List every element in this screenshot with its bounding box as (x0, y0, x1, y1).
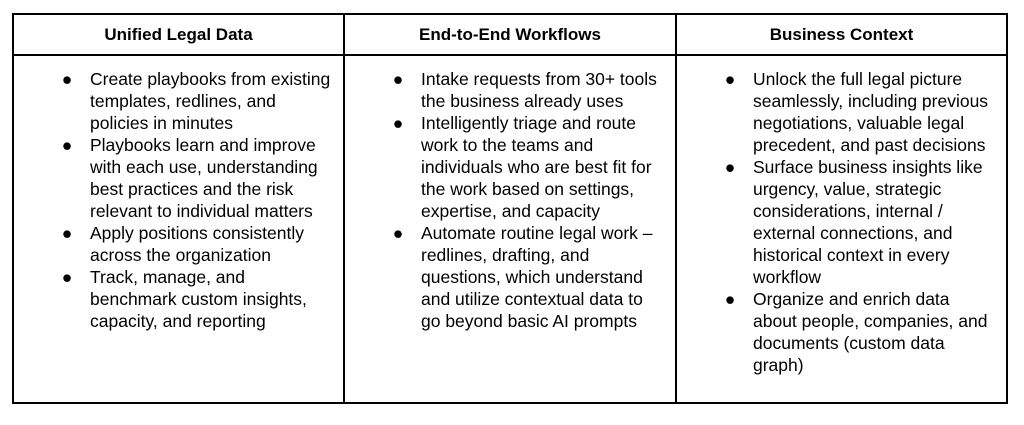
list-item (345, 222, 675, 332)
list-item (677, 156, 1006, 288)
list-item (14, 68, 343, 134)
bullet-icon: ● (392, 113, 404, 133)
list-item-text: Surface business insights like urgency, value, strategic considerations, internal / external connections, and historical context in every workflow (753, 157, 983, 287)
list-item-text: Automate routine legal work – redlines, drafting, and questions, which understand and utilize contextual data to go beyond basic AI prompts (421, 223, 653, 331)
list-item-text: Intelligently triage and route work to the teams and individuals who are best fit for the work based on settings, expertise, and capacity (421, 113, 652, 221)
list-item-text: Create playbooks from existing templates, redlines, and policies in minutes (90, 69, 331, 133)
list-item (14, 134, 343, 222)
column-unified-legal-data (14, 56, 345, 402)
list-item (345, 112, 675, 222)
bullet-list (14, 68, 343, 332)
list-item (14, 266, 343, 332)
column-business-context (677, 56, 1006, 402)
header-unified-legal-data: Unified Legal Data (14, 15, 345, 54)
bullet-icon: ● (724, 157, 736, 177)
list-item-text: Organize and enrich data about people, companies, and documents (custom data graph) (753, 289, 988, 375)
list-item-text: Unlock the full legal picture seamlessly, including previous negotiations, valuable legal precedent, and past decisions (753, 69, 989, 155)
list-item (345, 68, 675, 112)
table-body-row (14, 56, 1006, 402)
table-header-row (14, 15, 1006, 56)
header-end-to-end-workflows: End-to-End Workflows (345, 15, 677, 54)
comparison-table (12, 13, 1008, 404)
list-item (677, 68, 1006, 156)
list-item-text: Playbooks learn and improve with each use, understanding best practices and the risk relevant to individual matters (90, 135, 318, 221)
list-item-text: Track, manage, and benchmark custom insights, capacity, and reporting (90, 267, 307, 331)
list-item (677, 288, 1006, 376)
bullet-icon: ● (61, 135, 73, 155)
list-item (14, 222, 343, 266)
bullet-list (345, 68, 675, 332)
bullet-icon: ● (392, 223, 404, 243)
column-end-to-end-workflows (345, 56, 677, 402)
list-item-text: Intake requests from 30+ tools the business already uses (421, 69, 657, 111)
bullet-icon: ● (61, 267, 73, 287)
bullet-icon: ● (61, 223, 73, 243)
bullet-list (677, 68, 1006, 376)
bullet-icon: ● (61, 69, 73, 89)
bullet-icon: ● (392, 69, 404, 89)
bullet-icon: ● (724, 69, 736, 89)
bullet-icon: ● (724, 289, 736, 309)
list-item-text: Apply positions consistently across the organization (90, 223, 304, 265)
header-business-context: Business Context (769, 24, 914, 44)
